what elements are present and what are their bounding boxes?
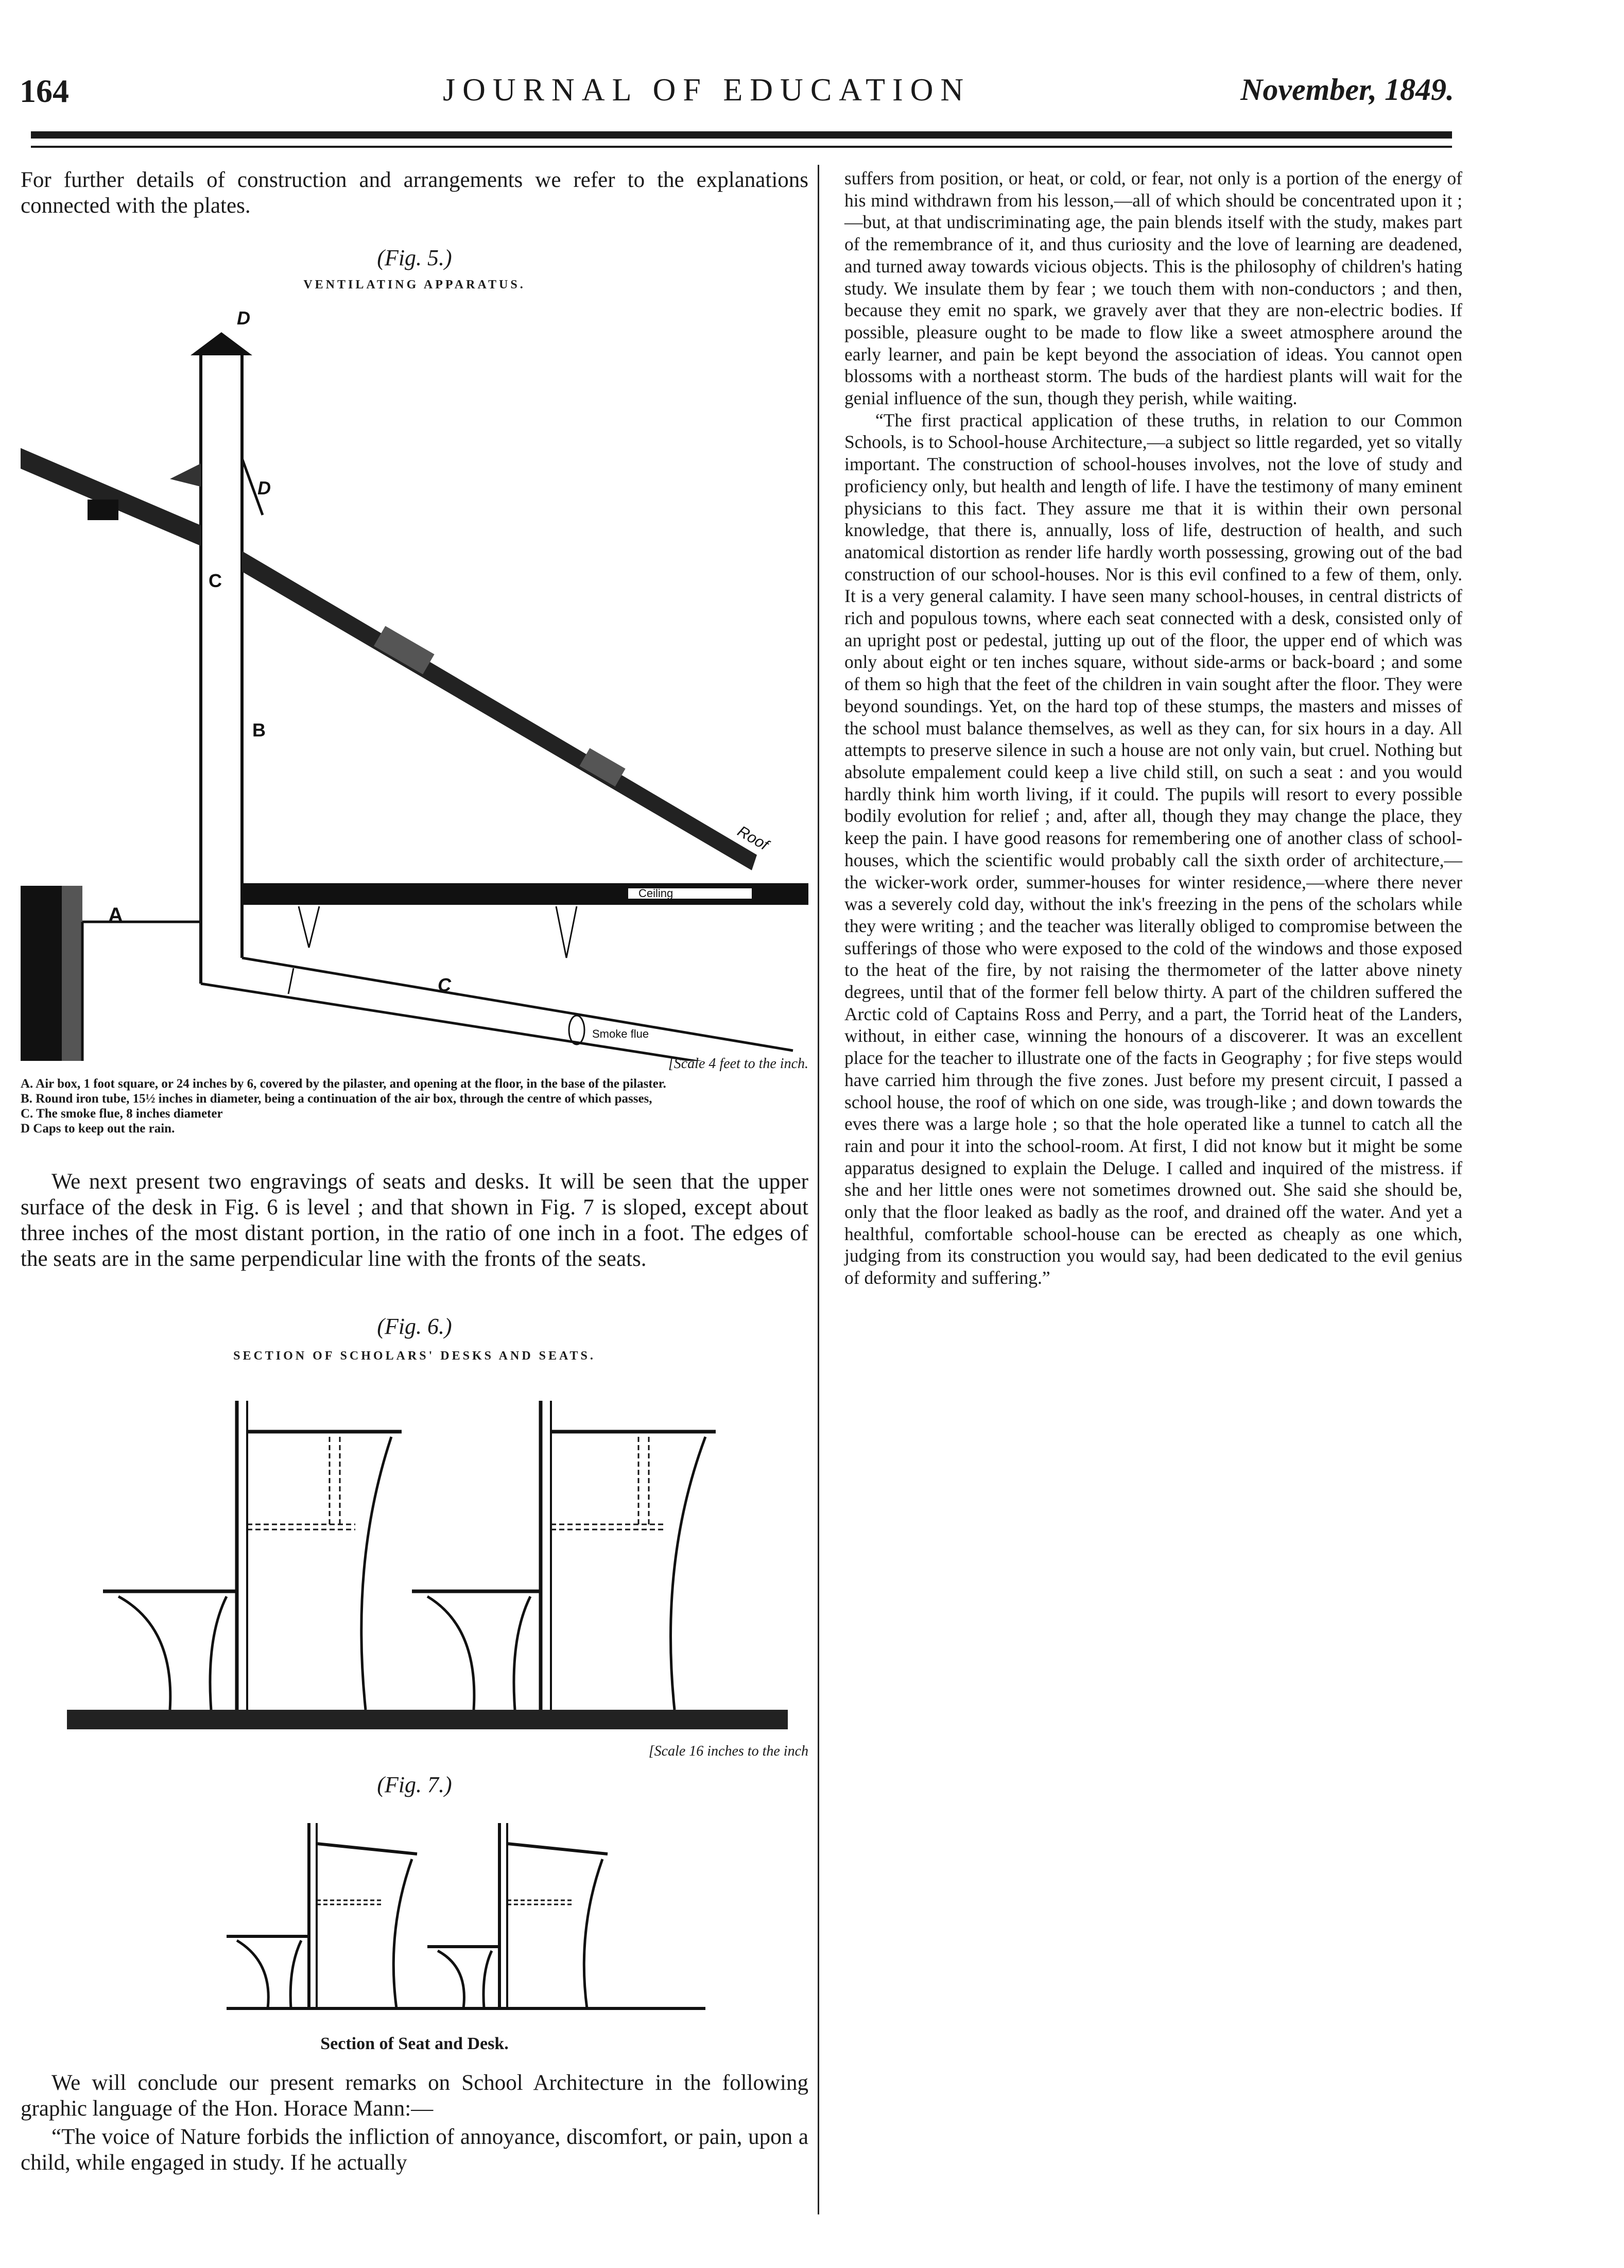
header-rule-thin (31, 146, 1452, 148)
fig5-caption: (Fig. 5.) (377, 245, 452, 270)
fig7-caption: (Fig. 7.) (377, 1772, 452, 1797)
fig5-legend (21, 1076, 808, 1136)
paragraph-conclusion: We will conclude our present remarks on School Architecture in the following graphic language of the Hon. Horace Mann:— (21, 2071, 808, 2121)
label-d-side: D (257, 477, 271, 499)
issue-date: November, 1849. (1240, 73, 1454, 107)
fig7-subtitle: Section of Seat and Desk. (320, 2034, 509, 2053)
legend-item-c: C. The smoke flue, 8 inches diameter (21, 1107, 223, 1121)
ventilating-apparatus-diagram (21, 309, 808, 1061)
column-divider (818, 165, 819, 2214)
journal-title: JOURNAL OF EDUCATION (443, 73, 971, 108)
top-cap (191, 332, 252, 355)
page-number: 164 (20, 73, 69, 109)
label-b: B (252, 719, 266, 741)
paragraph-quote-start: “The voice of Nature forbids the infliction of annoyance, discomfort, or pain, upon a child, while engaged in study. If he actually (21, 2125, 808, 2175)
fig5-subtitle: VENTILATING APPARATUS. (303, 278, 526, 291)
smoke-flue-label: Smoke flue (592, 1027, 649, 1040)
desks-and-seats-diagram (21, 1380, 808, 1741)
header-rule-thick (31, 131, 1452, 139)
fig6-scale: [Scale 16 inches to the inch (648, 1743, 808, 1759)
ceiling-label: Ceiling (638, 887, 673, 900)
label-c-upper: C (209, 570, 222, 591)
fig6-caption: (Fig. 6.) (377, 1314, 452, 1339)
legend-item-b: B. Round iron tube, 15½ inches in diameter, being a continuation of the air box, through the centre of which passes, (21, 1092, 652, 1106)
label-d-top: D (237, 309, 250, 329)
legend-item-d: D Caps to keep out the rain. (21, 1122, 175, 1136)
sloped-desk-diagram (21, 1802, 808, 2024)
label-a: A (108, 904, 123, 926)
right-column-text (844, 167, 1462, 1289)
intro-paragraph: For further details of construction and arrangements we refer to the explanations connected with the plates. (21, 168, 808, 218)
roof-label: Roof (734, 822, 771, 854)
fig5-scale: [Scale 4 feet to the inch. (668, 1056, 808, 1072)
legend-item-a: A. Air box, 1 foot square, or 24 inches by 6, covered by the pilaster, and opening at the floor, in the base of the pilaster. (21, 1077, 666, 1091)
paragraph-philosophy: suffers from position, or heat, or cold, or fear, not only is a portion of the energy of his mind withdrawn from his lesson,—all of which should be concentrated upon it ;—but, at that undiscriminating age, the pain blends itself with the study, makes part of the remembrance of it, and thus curiosity and the love of learning are deadened, and turned away towards vicious objects. This is the philosophy of children's hating study. We insulate them by fear ; we touch them with non-conductors ; and then, because they emit no spark, we gravely aver that they are non-electric bodies. If possible, pleasure ought to be made to flow like a sweet atmosphere around the early learner, and pain be kept beyond the association of ideas. You cannot open blossoms with a northeast storm. The buds of the hardiest plants will wait for the genial influence of the sun, though they perish, while waiting. (844, 168, 1462, 409)
fig6-subtitle: SECTION OF SCHOLARS' DESKS AND SEATS. (233, 1349, 596, 1363)
paragraph-seats-desks: We next present two engravings of seats and desks. It will be seen that the upper surface of the desk in Fig. 6 is level ; and that shown in Fig. 7 is sloped, except about three inches of the most distant portion, in the ratio of one inch in a foot. The edges of the seats are in the same perpendicular line with the fronts of the seats. (21, 1170, 808, 1271)
label-c-lower: C (438, 974, 451, 995)
paragraph-school-architecture: “The first practical application of these truths, in relation to our Common Schools, is to School-house Architecture,—a subject so little regarded, yet so vitally important. The construction of school-houses involves, not the love of study and proficiency only, but health and length of life. I have the testimony of many eminent physicians to this fact. They assure me that it is within their own personal knowledge, that there is, annually, loss of life, destruction of health, and such anatomical distortion as render life hardly worth possessing, growing out of the bad construction of our school-houses. Nor is this evil confined to a few of them, only. It is a very general calamity. I have seen many school-houses, in central districts of rich and populous towns, where each seat connected with a desk, consisted only of an upright post or pedestal, jutting up out of the floor, the upper end of which was only about eight or ten inches square, without side-arms or back-board ; and some of them so high that the feet of the children in vain sought after the floor. They were beyond soundings. Yet, on the hard top of these stumps, the masters and misses of the school must balance themselves, as well as they can, for six hours in a day. All attempts to preserve silence in such a house are not only vain, but cruel. Nothing but absolute empalement could keep a live child still, on such a seat : and you would hardly think him worth living, if it could. The pupils will resort to every possible bodily evolution for relief ; and, after all, though they may change the place, they keep the pain. I have good reasons for remembering one of another class of school-houses, which the scientific would probably call the sixth order of architecture,—the wicker-work order, summer-houses for winter residence,—where there never was a severely cold day, without the ink's freezing in the pens of the scholars while they were writing ; and the teacher was literally obliged to compromise between the sufferings of those who were exposed to the cold of the windows and those exposed to the heat of the fire, by not raising the thermometer of the latter above ninety degrees, until that of the former fell below thirty. A part of the children suffered the Arctic cold of Captains Ross and Perry, and a part, the Torrid heat of the Landers, without, in either case, winning the honours of a discoverer. It was an excellent place for the teacher to illustrate one of the facts in Geography ; for five steps would have carried him through the five zones. Just before my present circuit, I passed a school house, the roof of which on one side, was trough-like ; and down towards the eves there was a large hole ; so that the hole operated like a tunnel to catch all the rain and pour it into the school-room. At first, I did not know but it might be some apparatus designed to explain the Deluge. I called and inquired of the mistress. if she and her little ones were not sometimes drowned out. She said she should be, only that the floor leaked as badly as the roof, and drained off the water. And yet a healthful, comfortable school-house can be erected as cheaply as one which, judging from its construction you would say, had been dedicated to the evil genius of deformity and suffering.” (844, 409, 1462, 1288)
